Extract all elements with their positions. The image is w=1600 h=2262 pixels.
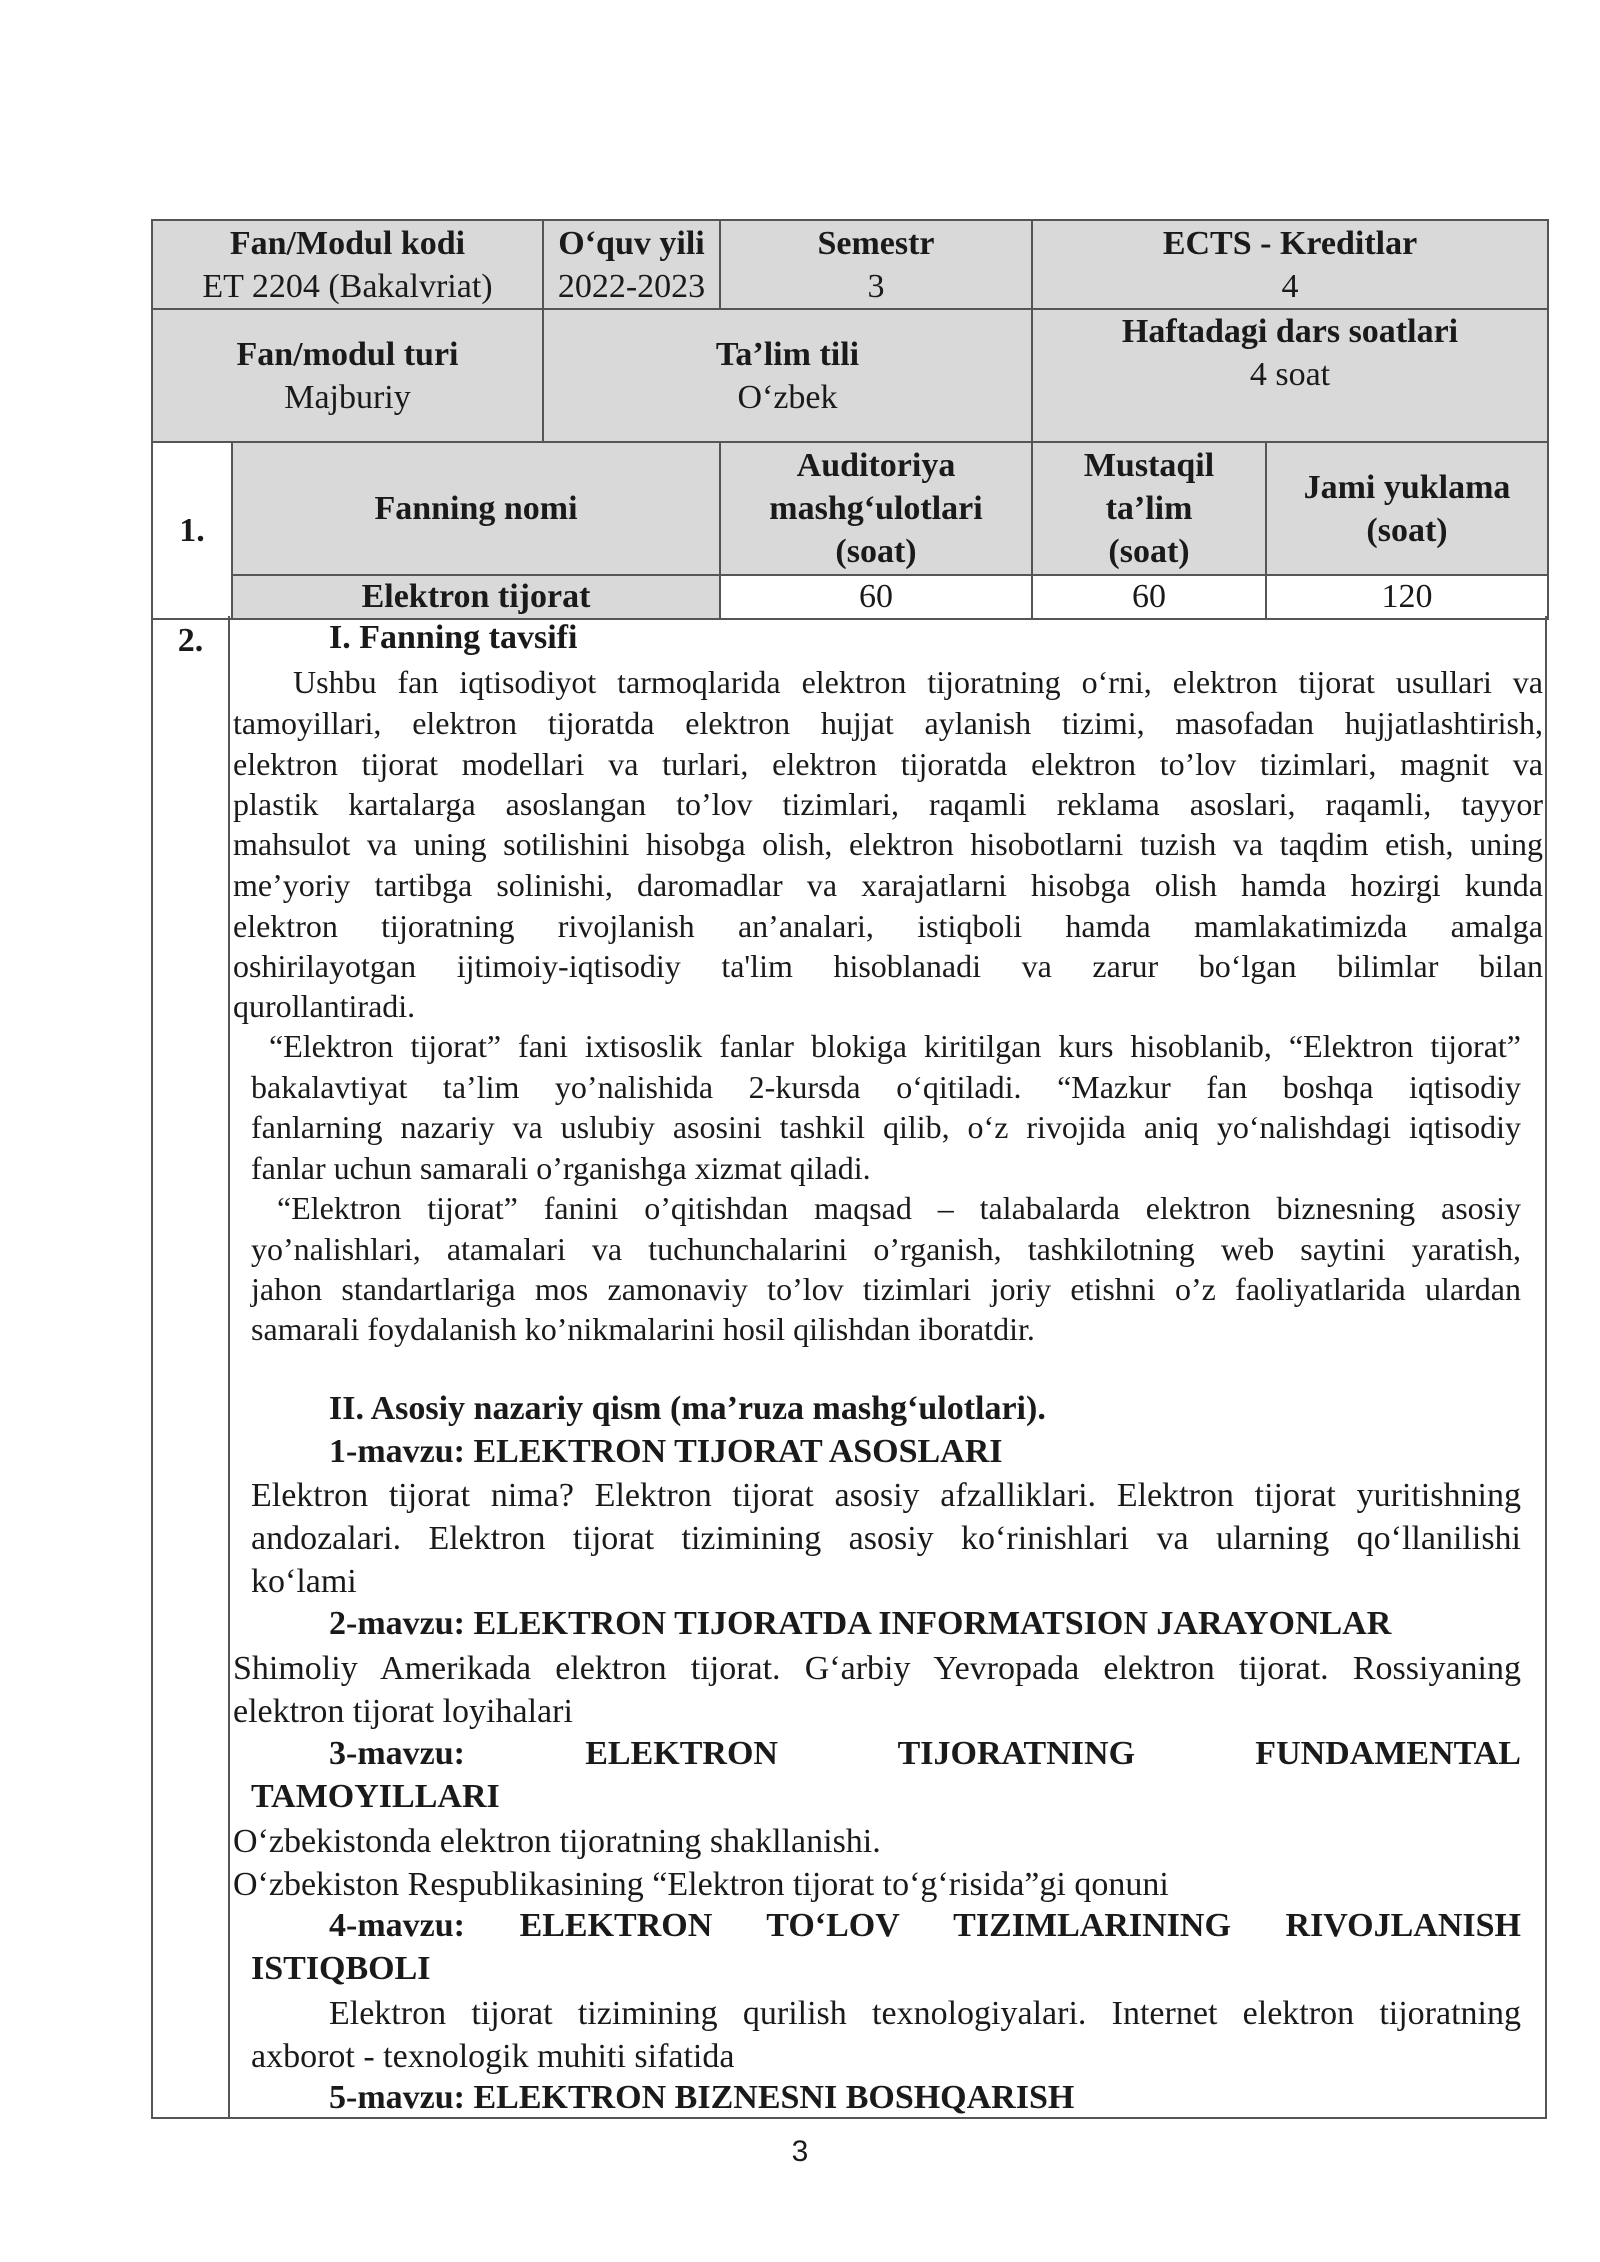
topic-1-text-line-2: andozalari. Elektron tijorat tizimining asosiy ko‘rinishlari va ularning qo‘llanilishi [251, 1520, 1521, 1557]
semester-label: Semestr [817, 224, 935, 262]
ects-label: ECTS - Kreditlar [1162, 224, 1418, 262]
weekly-hours-cell [1032, 309, 1548, 442]
row-number-1: 1. [152, 442, 232, 619]
topic-2-text-line-2: elektron tijorat loyihalari [233, 1693, 573, 1730]
course-name-value: Elektron tijorat [232, 575, 720, 619]
semester-value: 3 [867, 267, 885, 305]
auditorium-header-line-2: mashg‘ulotlari [769, 490, 983, 527]
module-code-label: Fan/Modul kodi [229, 224, 466, 262]
row-number-2: 2. [177, 622, 204, 659]
independent-header-line-2: ta’lim [1105, 490, 1193, 527]
desc-p2-line-3: fanlarning nazariy va uslubiy asosini tashkil qilib, o‘z rivojida aniq yo‘nalishdagi iqtisodiy [251, 1109, 1521, 1145]
independent-header-line-1: Mustaqil [1083, 447, 1215, 484]
module-code-cell [152, 220, 543, 309]
topic-2-title: 2-mavzu: ELEKTRON TIJORATDA INFORMATSION JARAYONLAR [329, 1605, 1392, 1642]
topic-3-title-line-2: TAMOYILLARI [251, 1778, 500, 1815]
ects-cell [1032, 220, 1548, 309]
academic-year-cell [543, 220, 720, 309]
topic-4-text-line-2: axborot - texnologik muhiti sifatida [251, 2038, 735, 2075]
topic-3-text-line-2: O‘zbekiston Respublikasining “Elektron tijorat to‘g‘risida”gi qonuni [233, 1866, 1169, 1903]
topic-4-title-line-1: 4-mavzu: ELEKTRON TO‘LOV TIZIMLARINING RIVOJLANISH [329, 1907, 1521, 1944]
topic-4-title-line-2: ISTIQBOLI [251, 1950, 431, 1987]
ects-value: 4 [1281, 267, 1299, 305]
page-number: 3 [791, 2135, 809, 2168]
weekly-hours-label: Haftadagi dars soatlari [1121, 313, 1459, 350]
independent-header-line-3: (soat) [1108, 533, 1190, 570]
desc-p3-line-3: jahon standartlariga mos zamonaviy to’lov tizimlari joriy etishni o’z faoliyatlarida ulardan [251, 1271, 1521, 1307]
academic-year-label: O‘quv yili [558, 224, 705, 262]
module-type-label: Fan/modul turi [236, 335, 459, 373]
semester-cell [720, 220, 1032, 309]
desc-p1-line-7: elektron tijoratning rivojlanish an’analari, istiqboli hamda mamlakatimizda amalga [233, 908, 1543, 944]
desc-p1-line-3: elektron tijorat modellari va turlari, elektron tijoratda elektron to’lov tizimlari, magnit va [233, 746, 1543, 782]
auditorium-hours-header [720, 442, 1032, 575]
desc-p1-line-6: me’yoriy tartibga solinishi, daromadlar va xarajatlarni hisobga olish hamda hozirgi kunda [233, 867, 1543, 903]
number-column-divider [228, 616, 230, 2117]
academic-year-value: 2022-2023 [557, 267, 706, 305]
total-load-header [1266, 442, 1548, 575]
course-hours-table [151, 441, 1549, 620]
desc-p1-line-2: tamoyillari, elektron tijoratda elektron hujjat aylanish tizimi, masofadan hujjatlashtirish, [233, 705, 1543, 741]
topic-1-title: 1-mavzu: ELEKTRON TIJORAT ASOSLARI [329, 1433, 1003, 1470]
auditorium-hours-value: 60 [720, 575, 1032, 619]
independent-hours-value: 60 [1032, 575, 1266, 619]
desc-p1-line-9: qurollantiradi. [233, 988, 416, 1024]
language-value: O‘zbek [737, 378, 838, 416]
desc-p3-line-4: samarali foydalanish ko’nikmalarini hosil qilishdan iboratdir. [251, 1311, 1035, 1347]
course-name-header: Fanning nomi [232, 442, 720, 575]
total-header-line-2: (soat) [1366, 511, 1448, 549]
desc-p1-line-8: oshirilayotgan ijtimoiy-iqtisodiy ta'lim hisoblanadi va zarur bo‘lgan bilimlar bilan [233, 948, 1543, 984]
desc-p3-line-1: “Elektron tijorat” fanini o’qitishdan maqsad – talabalarda elektron biznesning asosiy [277, 1190, 1521, 1226]
desc-p1-line-5: mahsulot va uning sotilishini hisobga olish, elektron hisobotlarni tuzish va taqdim etish, uning [233, 826, 1543, 862]
module-type-value: Majburiy [284, 378, 411, 416]
desc-p1-line-4: plastik kartalarga asoslangan to’lov tizimlari, raqamli reklama asoslari, raqamli, tayyor [233, 786, 1543, 822]
total-hours-value: 120 [1266, 575, 1548, 619]
auditorium-header-line-3: (soat) [835, 533, 917, 570]
desc-p2-line-4: fanlar uchun samarali o’rganishga xizmat qiladi. [251, 1150, 871, 1186]
total-header-line-1: Jami yuklama [1303, 468, 1511, 506]
weekly-hours-value: 4 soat [1249, 356, 1331, 393]
topic-1-text-line-3: ko‘lami [251, 1563, 357, 1600]
description-heading: I. Fanning tavsifi [329, 619, 578, 656]
desc-p3-line-2: yo’nalishlari, atamalari va tuchunchalarini o’rganish, tashkilotning web saytini yaratish, [251, 1231, 1521, 1267]
topic-3-title-line-1: 3-mavzu: ELEKTRON TIJORATNING FUNDAMENTAL [329, 1735, 1521, 1772]
module-type-cell [152, 309, 543, 442]
module-code-value: ET 2204 (Bakalvriat) [202, 267, 493, 305]
course-description-section [151, 616, 1547, 2119]
language-label: Ta’lim tili [715, 335, 860, 373]
theory-heading: II. Asosiy nazariy qism (ma’ruza mashg‘ulotlari). [329, 1390, 1046, 1427]
desc-p2-line-2: bakalavtiyat ta’lim yo’nalishida 2-kursda o‘qitiladi. “Mazkur fan boshqa iqtisodiy [251, 1069, 1521, 1105]
topic-4-text-line-1: Elektron tijorat tizimining qurilish texnologiyalari. Internet elektron tijoratning [329, 1995, 1521, 2032]
topic-3-text-line-1: O‘zbekistonda elektron tijoratning shakllanishi. [233, 1823, 881, 1860]
module-header-table [151, 219, 1549, 443]
topic-2-text-line-1: Shimoliy Amerikada elektron tijorat. G‘arbiy Yevropada elektron tijorat. Rossiyaning [233, 1650, 1521, 1687]
topic-5-title: 5-mavzu: ELEKTRON BIZNESNI BOSHQARISH [329, 2079, 1075, 2116]
language-cell [543, 309, 1032, 442]
auditorium-header-line-1: Auditoriya [796, 447, 956, 484]
desc-p2-line-1: “Elektron tijorat” fani ixtisoslik fanlar blokiga kiritilgan kurs hisoblanib, “Elektron tijorat” [269, 1028, 1521, 1064]
topic-1-text-line-1: Elektron tijorat nima? Elektron tijorat asosiy afzalliklari. Elektron tijorat yuritishning [251, 1477, 1521, 1514]
independent-study-header [1032, 442, 1266, 575]
desc-p1-line-1: Ushbu fan iqtisodiyot tarmoqlarida elektron tijoratning o‘rni, elektron tijorat usullari va [293, 664, 1543, 700]
